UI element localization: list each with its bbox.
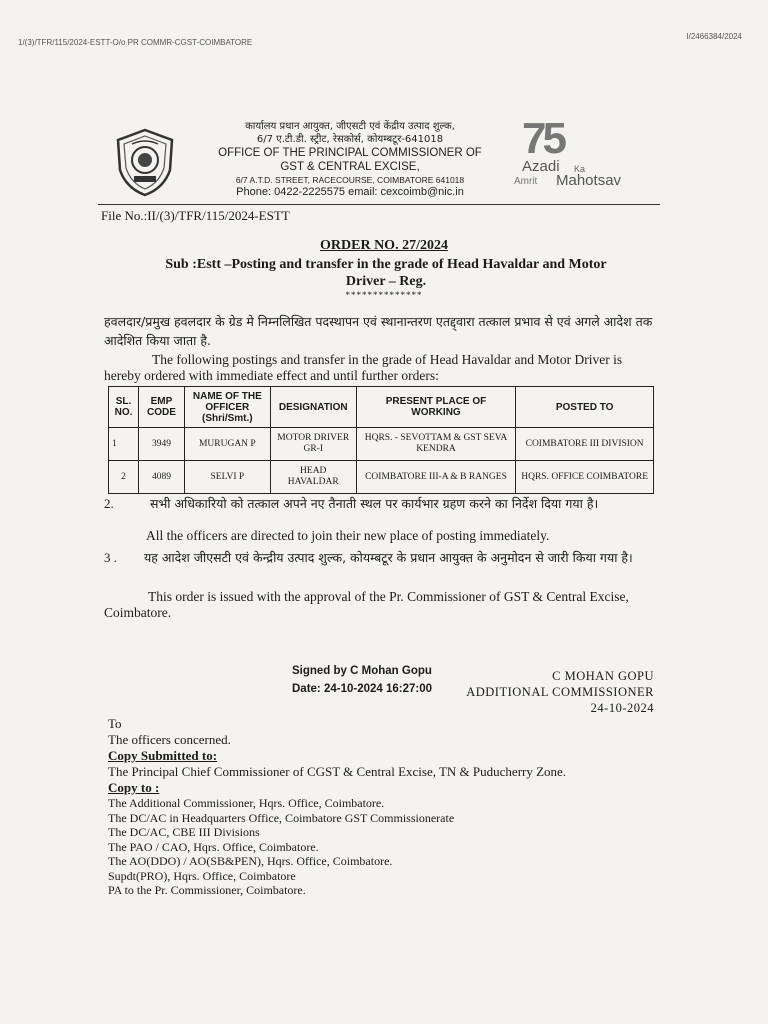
signatory-designation: ADDITIONAL COMMISSIONER [466, 685, 654, 699]
copy-submitted-recipient: The Principal Chief Commissioner of CGST & Central Excise, TN & Puducherry Zone. [108, 764, 567, 779]
header-present-place: PRESENT PLACE OF WORKING [356, 387, 516, 428]
digital-signature-date: Date: 24-10-2024 16:27:00 [292, 683, 433, 695]
letterhead-hindi-line-2: 6/7 ए.टी.डी. स्ट्रीट, रेसकोर्स, कोयम्बटूर-641018 [256, 134, 444, 145]
header-divider [98, 204, 660, 205]
cell-sl-no: 1 [109, 428, 139, 461]
letterhead-contact: Phone: 0422-2225575 email: cexcoimb@nic.in [236, 186, 464, 198]
copy-to-item: PA to the Pr. Commissioner, Coimbatore. [108, 883, 306, 897]
copy-to-item: The AO(DDO) / AO(SB&PEN), Hqrs. Office, Coimbatore. [108, 854, 393, 868]
paragraph-2-hindi [104, 494, 660, 513]
distribution-list [108, 716, 566, 898]
signatory-name: C MOHAN GOPU [552, 669, 654, 683]
letterhead-hindi-line-1: कार्यालय प्रधान आयुक्त, जीएसटी एवं केंद्रीय उत्पाद शुल्क, [245, 121, 455, 132]
digital-signature [292, 662, 432, 698]
table-row [109, 461, 654, 494]
cell-emp-code: 4089 [138, 461, 184, 494]
copy-to-item: The DC/AC in Headquarters Office, Coimbatore GST Commissionerate [108, 810, 455, 825]
paragraph-2-hindi-text: सभी अधिकारियो को तत्काल अपने नए तैनाती स्थल पर कार्यभार ग्रहण करने का निर्देश दिया गया है। [150, 496, 599, 511]
paragraph-2-english: All the officers are directed to join their new place of posting immediately. [146, 528, 550, 543]
cell-emp-code: 3949 [138, 428, 184, 461]
paragraph-3-hindi-text: यह आदेश जीएसटी एवं केन्द्रीय उत्पाद शुल्क, कोयम्बटूर के प्रधान आयुक्त के अनुमोदन से जारी किया गया है। [144, 550, 633, 565]
copy-to-item: The Additional Commissioner, Hqrs. Office, Coimbatore. [108, 796, 385, 810]
cell-designation: HEAD HAVALDAR [270, 461, 356, 494]
separator-stars: ************** [345, 290, 423, 300]
signatory-block [466, 668, 654, 716]
copy-to-item: The DC/AC, CBE III Divisions [108, 825, 260, 839]
cell-designation: MOTOR DRIVER GR-I [270, 428, 356, 461]
paragraph-3-hindi [104, 548, 660, 567]
digital-signature-signed-by: Signed by C Mohan Gopu [292, 665, 432, 677]
to-label: To [108, 716, 122, 731]
letterhead-office-line-1: OFFICE OF THE PRINCIPAL COMMISSIONER OF [218, 147, 482, 159]
signatory-date: 24-10-2024 [590, 701, 654, 715]
cell-present-place: HQRS. - SEVOTTAM & GST SEVA KENDRA [356, 428, 516, 461]
paragraph-3-number: 3 . [104, 550, 117, 565]
table-header-row [109, 387, 654, 428]
subject [120, 256, 652, 290]
paragraph-1-english: The following postings and transfer in the grade of Head Havaldar and Motor Driver is hereby ordered with immediate effect and until further orders: [104, 352, 623, 383]
cell-present-place: COIMBATORE III-A & B RANGES [356, 461, 516, 494]
order-number: ORDER NO. 27/2024 [320, 238, 448, 253]
cell-posted-to: HQRS. OFFICE COIMBATORE [516, 461, 654, 494]
copy-to-item: The PAO / CAO, Hqrs. Office, Coimbatore. [108, 839, 319, 854]
postings-table [108, 386, 654, 494]
letterhead-office-line-2: GST & CENTRAL EXCISE, [280, 161, 420, 173]
azadi-ka-amrit-mahotsav-logo: 75 Azadi Ka Amrit Mahotsav [514, 114, 622, 189]
cell-sl-no: 2 [109, 461, 139, 494]
to-recipients: The officers concerned. [108, 732, 231, 747]
table-row [109, 428, 654, 461]
subject-line-1: Sub :Estt –Posting and transfer in the grade of Head Havaldar and Motor [165, 257, 607, 272]
copy-to-label: Copy to : [108, 780, 160, 795]
header-sl-no: SL. NO. [109, 387, 139, 428]
copy-to-item: Supdt(PRO), Hqrs. Office, Coimbatore [108, 868, 296, 883]
receipt-number: I/2466384/2024 [686, 32, 742, 41]
paragraph-3-english: This order is issued with the approval of the Pr. Commissioner of GST & Central Excise, Coimbatore. [104, 589, 629, 620]
paragraph-1-hindi: हवलदार/प्रमुख हवलदार के ग्रेड मे निम्नलिखित पदस्थापन एवं स्थानान्तरण एतद्द्वारा तत्काल प्रभाव से एवं अगले आदेश तक आदेशित किया जाता है. [104, 314, 653, 348]
file-number: File No.:II/(3)/TFR/115/2024-ESTT [101, 208, 290, 223]
header-officer-name: NAME OF THE OFFICER (Shri/Smt.) [184, 387, 270, 428]
header-designation: DESIGNATION [270, 387, 356, 428]
cell-officer-name: SELVI P [184, 461, 270, 494]
header-posted-to: POSTED TO [516, 387, 654, 428]
paragraph-2-number: 2. [104, 496, 114, 511]
subject-line-2: Driver – Reg. [345, 274, 427, 289]
document-reference: 1/(3)/TFR/115/2024-ESTT-O/o PR COMMR-CGST-COIMBATORE [18, 38, 253, 47]
cell-officer-name: MURUGAN P [184, 428, 270, 461]
cell-posted-to: COIMBATORE III DIVISION [516, 428, 654, 461]
department-emblem-icon [112, 126, 178, 198]
header-emp-code: EMP CODE [138, 387, 184, 428]
letterhead-address: 6/7 A.T.D. STREET, RACECOURSE, COIMBATORE 641018 [235, 175, 465, 185]
copy-submitted-label: Copy Submitted to: [108, 748, 218, 763]
office-letterhead [205, 120, 495, 199]
